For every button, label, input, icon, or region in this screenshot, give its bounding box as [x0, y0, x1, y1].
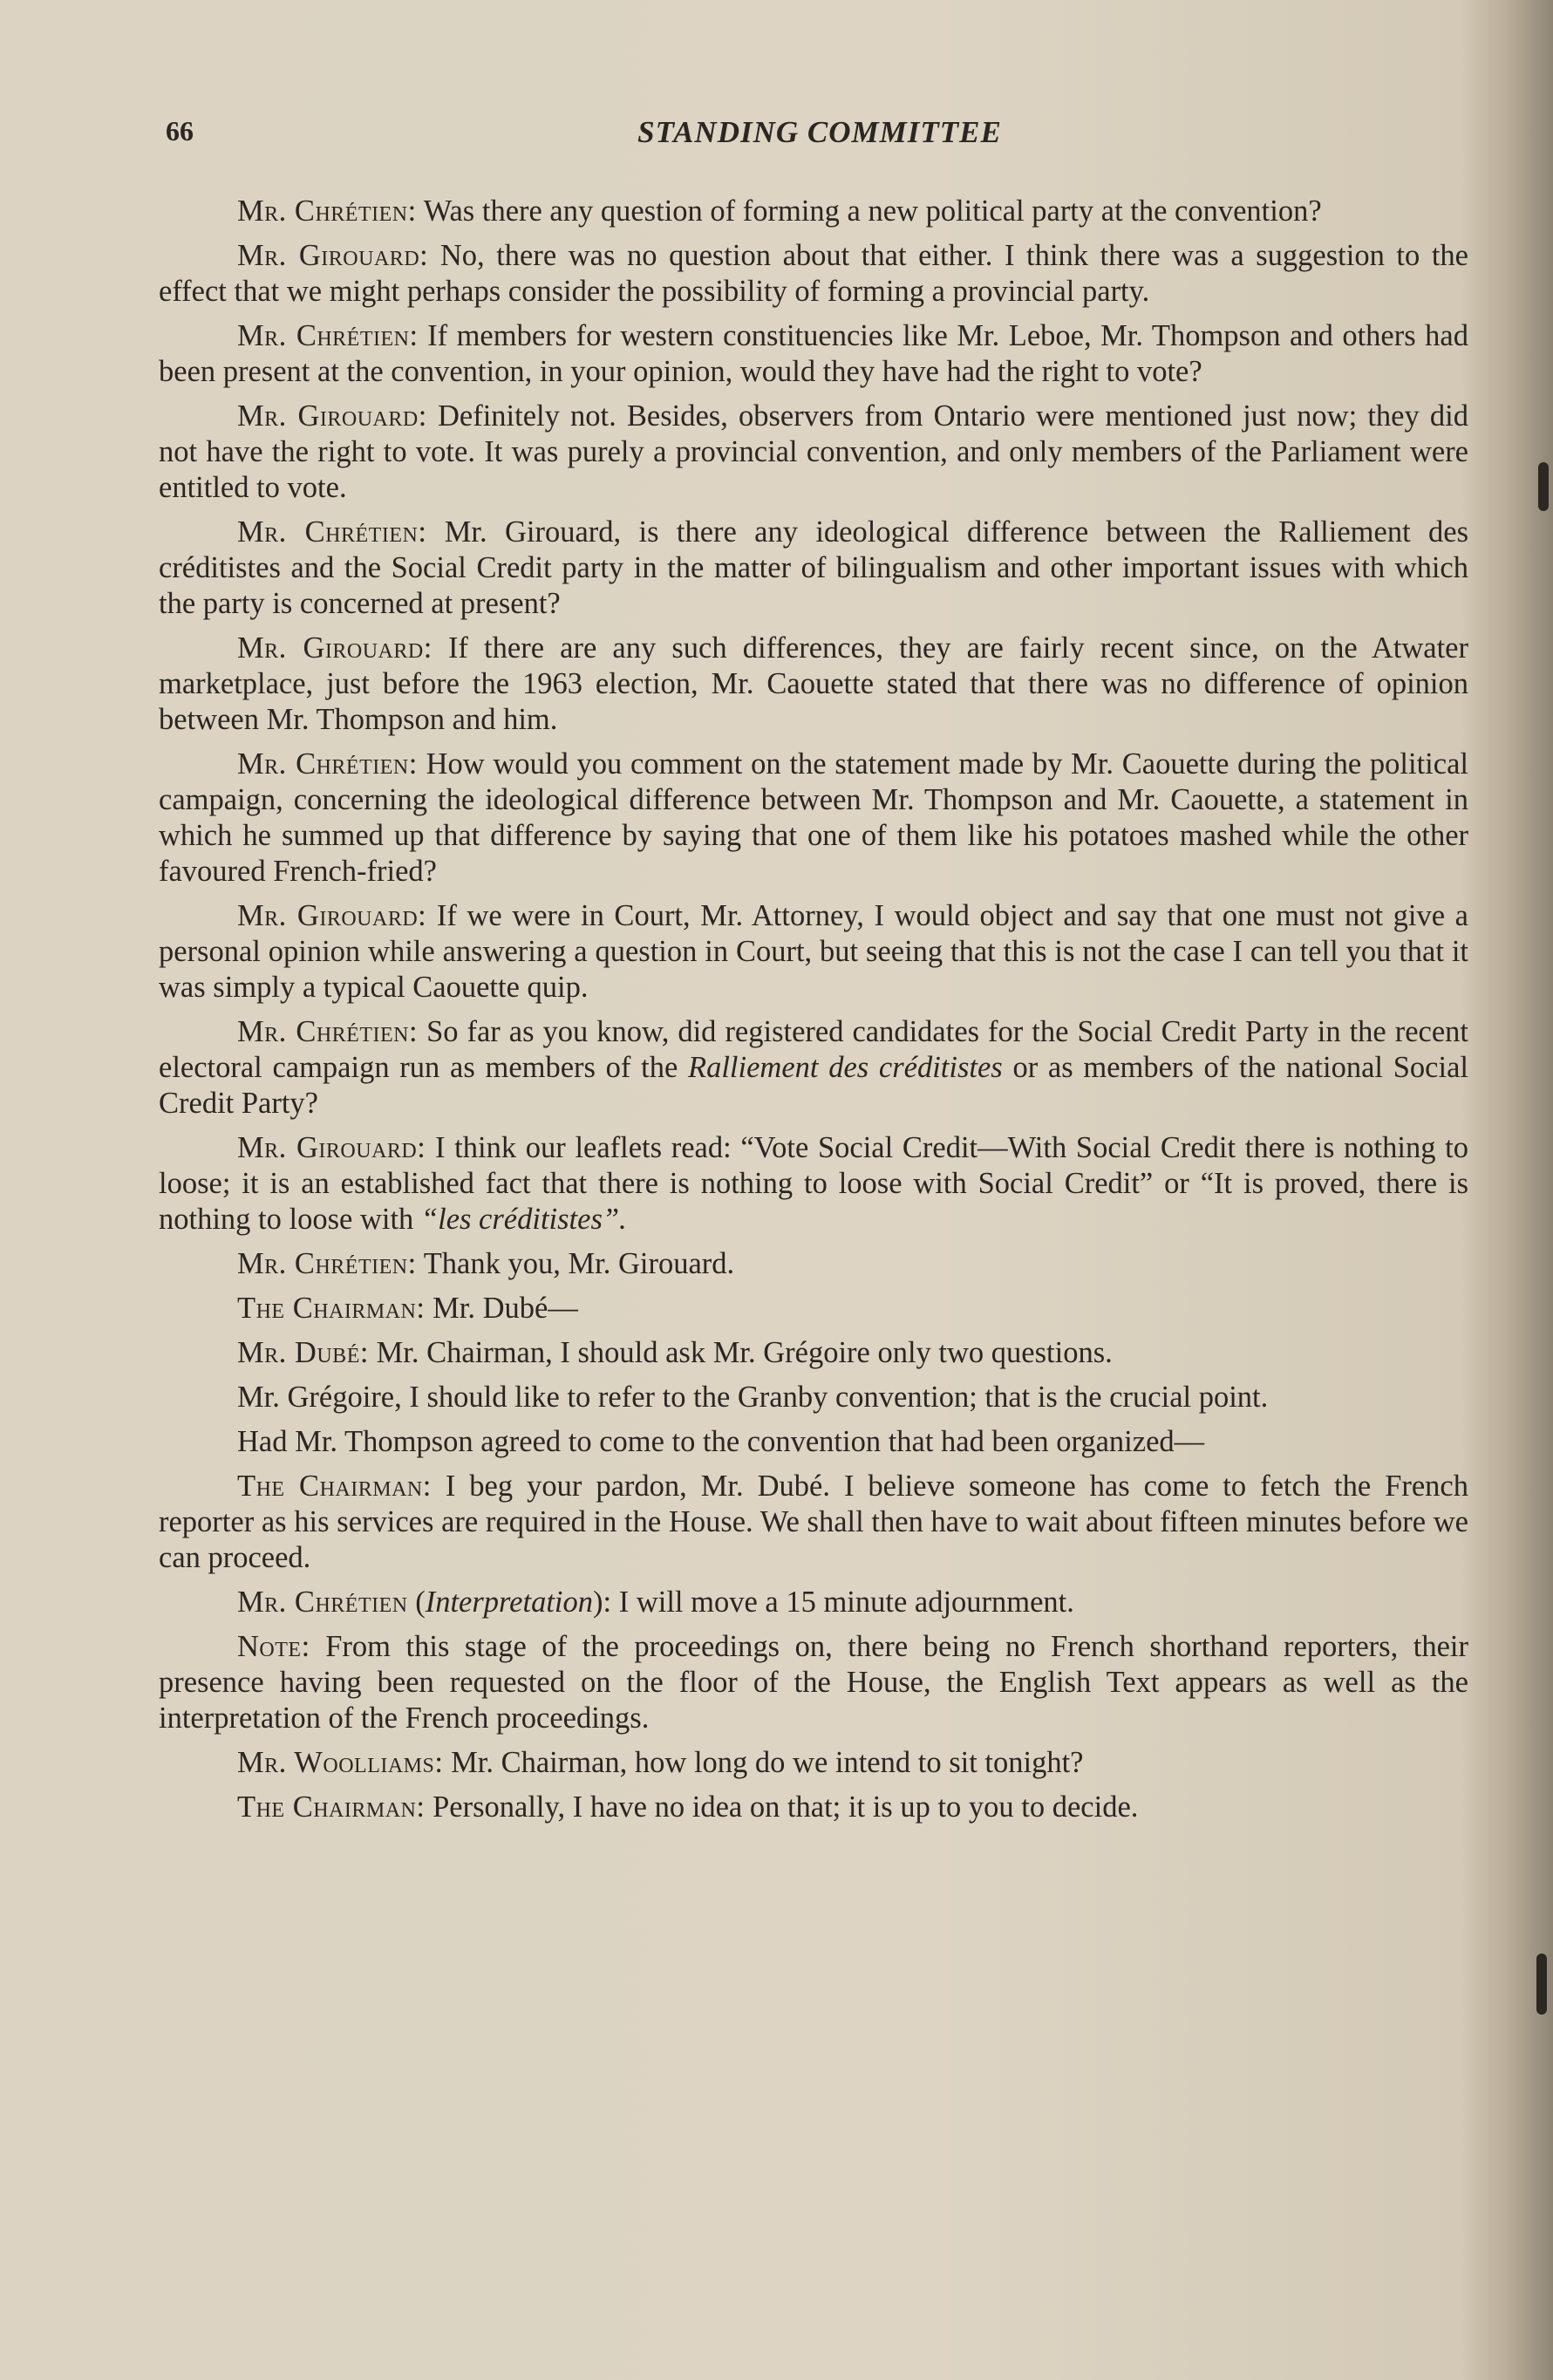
speaker-name: Mr. Girouard:	[237, 1131, 426, 1164]
transcript-paragraph	[159, 1790, 1468, 1825]
paragraph-text: Mr. Chairman, I should ask Mr. Grégoire only two questions.	[368, 1336, 1113, 1369]
paragraph-text: Had Mr. Thompson agreed to come to the convention that had been organized—	[237, 1425, 1205, 1458]
paragraph-text: If there are any such differences, they are fairly recent since, on the Atwater marketplace, just before the 1963 election, Mr. Caouette stated that there was no difference of opinion between Mr. Thompson and him.	[159, 631, 1468, 736]
speaker-name: Mr. Girouard:	[237, 631, 433, 665]
paragraph-text: Mr. Dubé—	[425, 1292, 578, 1325]
speaker-name: Mr. Chrétien:	[237, 319, 419, 352]
paragraph-text-tail: ): I will move a 15 minute adjournment.	[593, 1586, 1074, 1619]
speaker-name: Mr. Chrétien:	[237, 515, 427, 549]
binding-mark	[1538, 462, 1549, 511]
speaker-name: Mr. Chrétien:	[237, 1015, 419, 1048]
paragraph-text: Personally, I have no idea on that; it is up to you to decide.	[425, 1790, 1139, 1824]
italic-text: Interpretation	[425, 1586, 593, 1619]
binding-mark	[1536, 1954, 1547, 2015]
speaker-name: The Chairman:	[237, 1292, 426, 1325]
paragraph-text: Mr. Girouard, is there any ideological difference between the Ralliement des créditistes and the Social Credit party in the matter of bilingualism and other important issues with which the party is concerned at present?	[159, 515, 1468, 620]
speaker-name: Mr. Woolliams:	[237, 1746, 444, 1779]
speaker-name: The Chairman:	[237, 1470, 432, 1503]
running-head: STANDING COMMITTEE	[637, 115, 1002, 149]
paragraph-text: If we were in Court, Mr. Attorney, I would object and say that one must not give a personal opinion while answering a question in Court, but seeing that this is not the case I can tell you that it was simply a typical Caouette quip.	[159, 899, 1468, 1004]
paragraph-text: Mr. Grégoire, I should like to refer to the Granby convention; that is the crucial point.	[237, 1381, 1269, 1414]
speaker-name: Mr. Chrétien:	[237, 747, 418, 781]
transcript-paragraph	[159, 1629, 1468, 1736]
speaker-name: Mr. Girouard:	[237, 399, 427, 433]
transcript-paragraph	[159, 898, 1468, 1006]
transcript-paragraph	[159, 1291, 1468, 1326]
transcript-paragraph	[159, 515, 1468, 622]
transcript-paragraph	[159, 1424, 1468, 1460]
paragraph-text: (	[407, 1586, 426, 1619]
paragraph-text: No, there was no question about that either. I think there was a suggestion to the effect that we might perhaps consider the possibility of forming a provincial party.	[159, 239, 1468, 308]
transcript-body	[159, 194, 1468, 1834]
paragraph-text: I think our leaflets read: “Vote Social Credit—With Social Credit there is nothing to loose; it is an established fact that there is nothing to loose with Social Credit” or “It is proved, there is nothing to loose with	[159, 1131, 1468, 1236]
paragraph-text: Was there any question of forming a new political party at the convention?	[416, 194, 1322, 228]
paragraph-text: Mr. Chairman, how long do we intend to sit tonight?	[443, 1746, 1084, 1779]
paragraph-text: If members for western constituencies like Mr. Leboe, Mr. Thompson and others had been present at the convention, in your opinion, would they have had the right to vote?	[159, 319, 1468, 388]
transcript-paragraph	[159, 1745, 1468, 1781]
paragraph-text: Thank you, Mr. Girouard.	[416, 1247, 735, 1280]
speaker-name: Mr. Girouard:	[237, 239, 429, 272]
transcript-paragraph	[159, 238, 1468, 310]
transcript-paragraph	[159, 747, 1468, 890]
transcript-paragraph	[159, 399, 1468, 506]
speaker-name: Mr. Chrétien	[237, 1586, 408, 1619]
speaker-name: Mr. Dubé:	[237, 1336, 369, 1369]
transcript-paragraph	[159, 1380, 1468, 1415]
paragraph-text: Definitely not. Besides, observers from Ontario were mentioned just now; they did not have the right to vote. It was purely a provincial convention, and only members of the Parliament were entitled to vote.	[159, 399, 1468, 504]
paragraph-text: From this stage of the proceedings on, there being no French shorthand reporters, their presence having been requested on the floor of the House, the English Text appears as well as the interpretation of the French proceedings.	[159, 1630, 1468, 1735]
transcript-paragraph	[159, 1335, 1468, 1371]
page-header	[166, 115, 1474, 159]
paragraph-text: I beg your pardon, Mr. Dubé. I believe someone has come to fetch the French reporter as his services are required in the House. We shall then have to wait about fifteen minutes before we can proceed.	[159, 1470, 1468, 1574]
italic-text: Ralliement des créditistes	[688, 1051, 1003, 1084]
transcript-paragraph	[159, 1585, 1468, 1620]
transcript-paragraph	[159, 1246, 1468, 1282]
page-number: 66	[166, 115, 194, 147]
paragraph-text: How would you comment on the statement made by Mr. Caouette during the political campaign, concerning the ideological difference between Mr. Thompson and Mr. Caouette, a statement in which he summed up that difference by saying that one of them like his potatoes mashed while the other favoured French-fried?	[159, 747, 1468, 888]
speaker-name: The Chairman:	[237, 1790, 426, 1824]
speaker-name: Mr. Chrétien:	[237, 1247, 417, 1280]
transcript-paragraph	[159, 318, 1468, 390]
transcript-paragraph	[159, 631, 1468, 738]
transcript-paragraph	[159, 1130, 1468, 1238]
paragraph-text-tail: or as members of the national Social Credit Party?	[159, 1051, 1468, 1120]
speaker-name: Mr. Girouard:	[237, 899, 427, 932]
speaker-name: Note:	[237, 1630, 310, 1663]
paragraph-text: So far as you know, did registered candidates for the Social Credit Party in the recent electoral campaign run as members of the	[159, 1015, 1468, 1084]
italic-text: “les créditistes”.	[420, 1203, 627, 1236]
speaker-name: Mr. Chrétien:	[237, 194, 417, 228]
transcript-paragraph	[159, 1014, 1468, 1122]
transcript-paragraph	[159, 194, 1468, 229]
transcript-paragraph	[159, 1469, 1468, 1576]
